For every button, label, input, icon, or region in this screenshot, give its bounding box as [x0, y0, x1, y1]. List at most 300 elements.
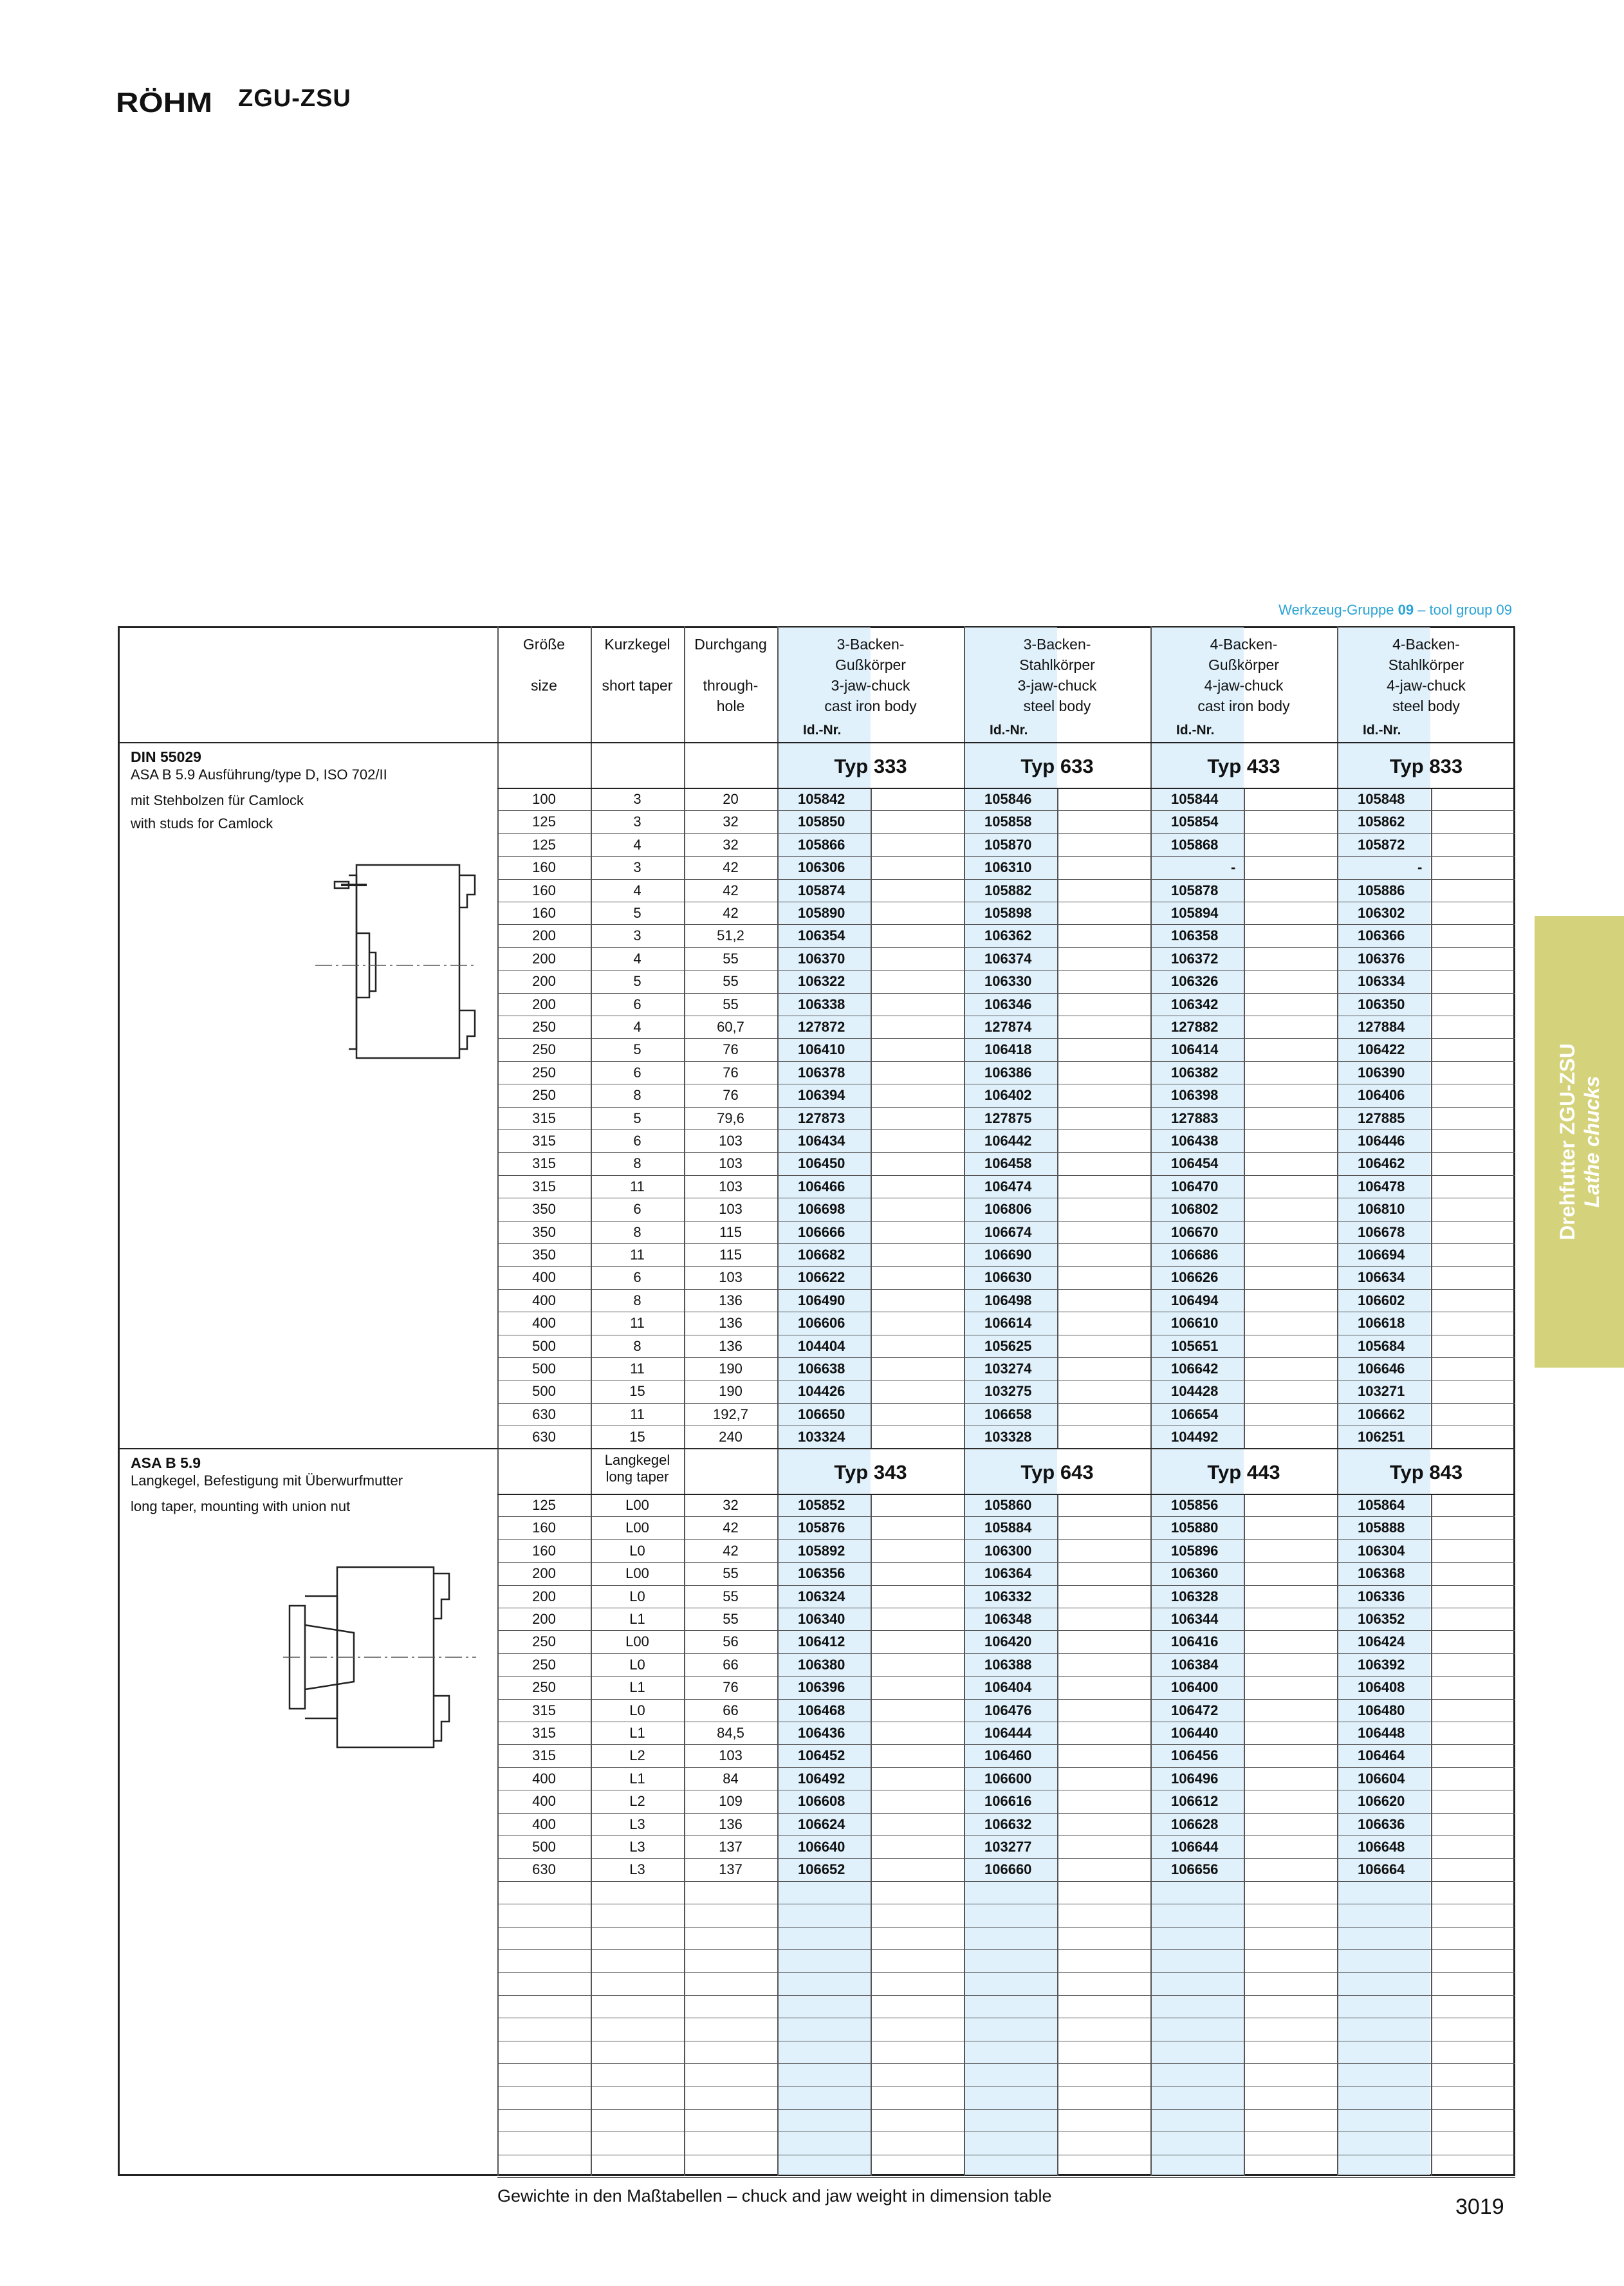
id-number-cell: 106686 — [1171, 1247, 1219, 1263]
id-number-cell: 106654 — [1171, 1406, 1219, 1422]
through-hole-cell: 137 — [719, 1861, 743, 1877]
id-number-cell: 103274 — [984, 1361, 1032, 1377]
through-hole-cell: 190 — [719, 1361, 743, 1377]
id-number-cell: 106622 — [798, 1269, 845, 1285]
taper-cell: 3 — [633, 927, 641, 943]
id-number-cell: 106408 — [1358, 1679, 1405, 1695]
size-cell: 315 — [532, 1178, 556, 1194]
id-number-cell: 105888 — [1358, 1519, 1405, 1536]
id-number-cell: 106374 — [984, 951, 1032, 967]
id-number-cell: 106332 — [984, 1588, 1032, 1604]
section2-description-line: long taper, mounting with union nut — [131, 1498, 351, 1514]
taper-cell: L0 — [629, 1588, 645, 1604]
taper-cell: L00 — [625, 1519, 649, 1536]
size-cell: 315 — [532, 1110, 556, 1126]
taper-cell: 4 — [633, 837, 641, 853]
size-cell: 200 — [532, 973, 556, 989]
id-number-cell: 106310 — [984, 859, 1032, 875]
section1-description-line: ASA B 5.9 Ausführung/type D, ISO 702/II — [131, 767, 387, 783]
taper-cell: L00 — [625, 1565, 649, 1581]
id-number-cell: 106498 — [984, 1292, 1032, 1308]
id-number-cell: 106610 — [1171, 1315, 1219, 1331]
id-number-cell: 127875 — [984, 1110, 1032, 1126]
size-cell: 160 — [532, 859, 556, 875]
id-number-cell: 104492 — [1171, 1429, 1219, 1445]
id-number-cell: 106474 — [984, 1178, 1032, 1194]
id-number-cell: 106464 — [1358, 1747, 1405, 1763]
row-divider — [497, 1972, 1515, 1973]
id-number-cell: 105898 — [984, 905, 1032, 921]
id-number-cell: 106450 — [798, 1155, 845, 1171]
id-number-cell: 103275 — [984, 1383, 1032, 1399]
id-number-cell: 106616 — [984, 1793, 1032, 1809]
id-number-cell: 105874 — [798, 882, 845, 898]
section2-description-line: Langkegel, Befestigung mit Überwurfmutter — [131, 1473, 403, 1489]
column-divider — [871, 788, 872, 1448]
taper-cell: 6 — [633, 1201, 641, 1217]
id-number-cell: 105872 — [1358, 837, 1405, 853]
id-number-cell: 106352 — [1358, 1611, 1405, 1627]
id-number-cell: 106810 — [1358, 1201, 1405, 1217]
id-number-cell: 127884 — [1358, 1019, 1405, 1035]
row-divider — [497, 2109, 1515, 2110]
side-tab[interactable] — [1535, 916, 1624, 1368]
through-hole-cell: 103 — [719, 1747, 743, 1763]
size-cell: 200 — [532, 1611, 556, 1627]
id-number-cell: 106604 — [1358, 1770, 1405, 1787]
id-number-cell: 106650 — [798, 1406, 845, 1422]
column-header-size: Größe size — [522, 636, 566, 694]
id-number-cell: 106618 — [1358, 1315, 1405, 1331]
id-number-cell: 106390 — [1358, 1064, 1405, 1081]
id-number-cell: 106600 — [984, 1770, 1032, 1787]
column-header-through-hole: Durchgang through- hole — [694, 636, 767, 714]
id-number-cell: 106378 — [798, 1064, 845, 1081]
id-number-cell: 105894 — [1171, 905, 1219, 921]
column-divider — [1057, 788, 1058, 1448]
section2-title: ASA B 5.9 — [131, 1454, 201, 1471]
id-number-cell: 106652 — [798, 1861, 845, 1877]
id-number-cell: 106251 — [1358, 1429, 1405, 1445]
rohm-logo — [116, 88, 212, 116]
id-number-cell: 106410 — [798, 1041, 845, 1057]
id-number-cell: 106628 — [1171, 1816, 1219, 1832]
id-number-cell: 106492 — [798, 1770, 845, 1787]
taper-cell: 4 — [633, 882, 641, 898]
id-number-cell: 105890 — [798, 905, 845, 921]
id-number-cell: 106470 — [1171, 1178, 1219, 1194]
taper-cell: L3 — [629, 1861, 645, 1877]
section1-description-line: mit Stehbolzen für Camlock — [131, 792, 304, 808]
id-number-cell: 106682 — [798, 1247, 845, 1263]
taper-cell: 5 — [633, 905, 641, 921]
id-number-cell: 106440 — [1171, 1725, 1219, 1741]
through-hole-cell: 103 — [719, 1201, 743, 1217]
type-label: Typ 633 — [1020, 755, 1094, 777]
column-header-c4: 4-Backen- Stahlkörper 4-jaw-chuck steel body — [1387, 636, 1466, 714]
column-divider — [1431, 788, 1432, 1448]
id-nr-label: Id.-Nr. — [1363, 723, 1401, 738]
id-number-cell: 106412 — [798, 1633, 845, 1649]
id-number-cell: 106380 — [798, 1657, 845, 1673]
id-number-cell: 106454 — [1171, 1155, 1219, 1171]
id-number-cell: 106444 — [984, 1725, 1032, 1741]
taper-cell: 8 — [633, 1338, 641, 1354]
through-hole-cell: 79,6 — [717, 1110, 744, 1126]
id-number-cell: 106342 — [1171, 996, 1219, 1012]
through-hole-cell: 84 — [723, 1770, 739, 1787]
id-number-cell: 106358 — [1171, 927, 1219, 943]
id-number-cell: 106490 — [798, 1292, 845, 1308]
through-hole-cell: 42 — [723, 905, 739, 921]
id-number-cell: 106406 — [1358, 1087, 1405, 1103]
through-hole-cell: 55 — [723, 1565, 739, 1581]
taper-cell: 11 — [630, 1178, 645, 1194]
through-hole-cell: 42 — [723, 882, 739, 898]
id-number-cell: 106648 — [1358, 1839, 1405, 1855]
row-divider — [497, 2177, 1515, 2178]
id-number-cell: 105870 — [984, 837, 1032, 853]
taper-cell: L2 — [629, 1793, 645, 1809]
id-number-cell: 106340 — [798, 1611, 845, 1627]
id-number-cell: 106446 — [1358, 1133, 1405, 1149]
id-number-cell: 106634 — [1358, 1269, 1405, 1285]
id-number-cell: 127885 — [1358, 1110, 1405, 1126]
id-number-cell: 106632 — [984, 1816, 1032, 1832]
id-number-cell: 103271 — [1358, 1383, 1405, 1399]
size-cell: 500 — [532, 1383, 556, 1399]
id-number-cell: 106662 — [1358, 1406, 1405, 1422]
id-number-cell: 105882 — [984, 882, 1032, 898]
id-number-cell: 106694 — [1358, 1247, 1405, 1263]
id-number-cell: 106326 — [1171, 973, 1219, 989]
column-header-c2: 3-Backen- Stahlkörper 3-jaw-chuck steel body — [1017, 636, 1097, 714]
taper-cell: 8 — [633, 1087, 641, 1103]
through-hole-cell: 51,2 — [717, 927, 744, 943]
size-cell: 200 — [532, 996, 556, 1012]
id-number-cell: 127873 — [798, 1110, 845, 1126]
id-number-cell: 106334 — [1358, 973, 1405, 989]
id-number-cell: 104428 — [1171, 1383, 1219, 1399]
id-number-cell: 106642 — [1171, 1361, 1219, 1377]
taper-cell: 6 — [633, 1269, 641, 1285]
column-divider — [964, 626, 965, 2176]
size-cell: 250 — [532, 1064, 556, 1081]
taper-cell: 3 — [633, 859, 641, 875]
id-number-cell: 106614 — [984, 1315, 1032, 1331]
through-hole-cell: 76 — [723, 1041, 739, 1057]
id-number-cell: 106690 — [984, 1247, 1032, 1263]
taper-cell: L0 — [629, 1543, 645, 1559]
id-number-cell: 106338 — [798, 996, 845, 1012]
column-divider — [1337, 626, 1338, 2176]
id-number-cell: 106354 — [798, 927, 845, 943]
size-cell: 400 — [532, 1292, 556, 1308]
id-number-cell: 106656 — [1171, 1861, 1219, 1877]
taper-cell: 6 — [633, 996, 641, 1012]
id-number-cell: 106664 — [1358, 1861, 1405, 1877]
through-hole-cell: 32 — [723, 813, 739, 830]
id-number-cell: 106328 — [1171, 1588, 1219, 1604]
id-number-cell: 106370 — [798, 951, 845, 967]
id-number-cell: 106362 — [984, 927, 1032, 943]
size-cell: 500 — [532, 1839, 556, 1855]
id-number-cell: 106466 — [798, 1178, 845, 1194]
long-taper-header: Langkegel long taper — [604, 1452, 670, 1485]
id-number-cell: 105868 — [1171, 837, 1219, 853]
id-nr-label: Id.-Nr. — [990, 723, 1028, 738]
id-number-cell: 105684 — [1358, 1338, 1405, 1354]
id-number-cell: 106638 — [798, 1361, 845, 1377]
taper-cell: 8 — [633, 1224, 641, 1240]
through-hole-cell: 76 — [723, 1087, 739, 1103]
id-number-cell: 106674 — [984, 1224, 1032, 1240]
size-cell: 630 — [532, 1406, 556, 1422]
through-hole-cell: 192,7 — [712, 1406, 749, 1422]
id-number-cell: 106480 — [1358, 1702, 1405, 1718]
taper-cell: 15 — [629, 1429, 645, 1445]
id-number-cell: 106612 — [1171, 1793, 1219, 1809]
id-number-cell: 106472 — [1171, 1702, 1219, 1718]
through-hole-cell: 76 — [723, 1064, 739, 1081]
taper-cell: L3 — [629, 1816, 645, 1832]
id-number-cell: 106626 — [1171, 1269, 1219, 1285]
column-divider — [871, 1494, 872, 2176]
id-number-cell: 106608 — [798, 1793, 845, 1809]
taper-cell: L1 — [629, 1679, 645, 1695]
id-number-cell: 106422 — [1358, 1041, 1405, 1057]
size-cell: 500 — [532, 1361, 556, 1377]
id-number-cell: 127883 — [1171, 1110, 1219, 1126]
id-number-cell: 106806 — [984, 1201, 1032, 1217]
taper-cell: 6 — [633, 1133, 641, 1149]
id-number-cell: 106330 — [984, 973, 1032, 989]
id-number-cell: 105876 — [798, 1519, 845, 1536]
id-number-cell: 106458 — [984, 1155, 1032, 1171]
id-number-cell: 106620 — [1358, 1793, 1405, 1809]
id-number-cell: 127882 — [1171, 1019, 1219, 1035]
header-divider — [118, 742, 1515, 743]
row-divider — [497, 1927, 1515, 1928]
through-hole-cell: 103 — [719, 1133, 743, 1149]
id-number-cell: 106398 — [1171, 1087, 1219, 1103]
type-label: Typ 843 — [1389, 1461, 1463, 1483]
through-hole-cell: 103 — [719, 1269, 743, 1285]
taper-cell: L00 — [625, 1497, 649, 1513]
id-number-cell: 106368 — [1358, 1565, 1405, 1581]
through-hole-cell: 55 — [723, 996, 739, 1012]
id-number-cell: 106460 — [984, 1747, 1032, 1763]
through-hole-cell: 55 — [723, 1611, 739, 1627]
taper-cell: 5 — [633, 973, 641, 989]
id-number-cell: 105856 — [1171, 1497, 1219, 1513]
id-number-cell: 106658 — [984, 1406, 1032, 1422]
size-cell: 250 — [532, 1657, 556, 1673]
id-number-cell: 106304 — [1358, 1543, 1405, 1559]
through-hole-cell: 66 — [723, 1657, 739, 1673]
through-hole-cell: 136 — [719, 1338, 743, 1354]
through-hole-cell: 55 — [723, 1588, 739, 1604]
tool-group-number: 09 — [1398, 602, 1414, 618]
id-number-cell: 106392 — [1358, 1657, 1405, 1673]
through-hole-cell: 66 — [723, 1702, 739, 1718]
id-number-cell: 106372 — [1171, 951, 1219, 967]
section1-title: DIN 55029 — [131, 748, 201, 765]
type-label: Typ 433 — [1207, 755, 1280, 777]
through-hole-cell: 20 — [723, 791, 739, 807]
size-cell: 200 — [532, 1565, 556, 1581]
through-hole-cell: 103 — [719, 1155, 743, 1171]
id-number-cell: 106462 — [1358, 1155, 1405, 1171]
taper-cell: L1 — [629, 1770, 645, 1787]
row-divider — [497, 2063, 1515, 2064]
id-number-cell: 104404 — [798, 1338, 845, 1354]
id-number-cell: 105880 — [1171, 1519, 1219, 1536]
size-cell: 400 — [532, 1315, 556, 1331]
id-number-cell: 105886 — [1358, 882, 1405, 898]
row-divider — [497, 1949, 1515, 1950]
size-cell: 160 — [532, 1519, 556, 1536]
taper-cell: 11 — [630, 1361, 645, 1377]
size-cell: 125 — [532, 837, 556, 853]
size-cell: 315 — [532, 1133, 556, 1149]
type-label: Typ 333 — [834, 755, 907, 777]
id-number-cell: 127874 — [984, 1019, 1032, 1035]
size-cell: 350 — [532, 1224, 556, 1240]
through-hole-cell: 56 — [723, 1633, 739, 1649]
product-code: ZGU-ZSU — [238, 85, 351, 112]
through-hole-cell: 84,5 — [717, 1725, 744, 1741]
taper-cell: 4 — [633, 951, 641, 967]
column-header-c1: 3-Backen- Gußkörper 3-jaw-chuck cast iron body — [824, 636, 917, 714]
id-number-cell: 106302 — [1358, 905, 1405, 921]
through-hole-cell: 240 — [719, 1429, 743, 1445]
id-number-cell: 106476 — [984, 1702, 1032, 1718]
taper-cell: 6 — [633, 1064, 641, 1081]
id-number-cell: 105860 — [984, 1497, 1032, 1513]
type-label: Typ 443 — [1207, 1461, 1280, 1483]
id-number-cell: 104426 — [798, 1383, 845, 1399]
side-tab-line2: Lathe chucks — [1580, 1075, 1603, 1208]
taper-cell: L00 — [625, 1633, 649, 1649]
column-divider — [777, 626, 779, 2176]
id-number-cell: 106644 — [1171, 1839, 1219, 1855]
id-number-cell: 106496 — [1171, 1770, 1219, 1787]
through-hole-cell: 136 — [719, 1292, 743, 1308]
id-number-cell: 105864 — [1358, 1497, 1405, 1513]
tool-group-label: Werkzeug-Gruppe 09 – tool group 09 — [1278, 602, 1512, 618]
taper-cell: L2 — [629, 1747, 645, 1763]
id-number-cell: 105896 — [1171, 1543, 1219, 1559]
size-cell: 200 — [532, 951, 556, 967]
size-cell: 160 — [532, 882, 556, 898]
id-number-cell: 106360 — [1171, 1565, 1219, 1581]
through-hole-cell: 137 — [719, 1839, 743, 1855]
id-number-cell: 105844 — [1171, 791, 1219, 807]
size-cell: 350 — [532, 1247, 556, 1263]
taper-cell: L1 — [629, 1611, 645, 1627]
id-number-cell: 105878 — [1171, 882, 1219, 898]
id-number-cell: 105858 — [984, 813, 1032, 830]
column-divider — [1244, 788, 1245, 1448]
id-number-cell: 106442 — [984, 1133, 1032, 1149]
column-divider — [1244, 1494, 1245, 2176]
size-cell: 250 — [532, 1633, 556, 1649]
id-number-cell: 106350 — [1358, 996, 1405, 1012]
through-hole-cell: 190 — [719, 1383, 743, 1399]
taper-cell: 5 — [633, 1041, 641, 1057]
id-number-cell: 106678 — [1358, 1224, 1405, 1240]
id-number-cell: 105854 — [1171, 813, 1219, 830]
size-cell: 250 — [532, 1019, 556, 1035]
taper-cell: L1 — [629, 1725, 645, 1741]
size-cell: 630 — [532, 1861, 556, 1877]
size-cell: 160 — [532, 1543, 556, 1559]
taper-cell: 15 — [629, 1383, 645, 1399]
size-cell: 400 — [532, 1793, 556, 1809]
taper-cell: 8 — [633, 1155, 641, 1171]
through-hole-cell: 32 — [723, 1497, 739, 1513]
side-tab-line1: Drehfutter ZGU-ZSU — [1556, 1043, 1579, 1240]
through-hole-cell: 60,7 — [717, 1019, 744, 1035]
column-header-short-taper: Kurzkegel short taper — [602, 636, 673, 694]
id-number-cell: 106376 — [1358, 951, 1405, 967]
through-hole-cell: 55 — [723, 973, 739, 989]
id-number-cell: 106404 — [984, 1679, 1032, 1695]
id-number-cell: 106324 — [798, 1588, 845, 1604]
id-number-cell: 106424 — [1358, 1633, 1405, 1649]
taper-cell: 3 — [633, 813, 641, 830]
through-hole-cell: 109 — [719, 1793, 743, 1809]
size-cell: 400 — [532, 1770, 556, 1787]
id-number-cell: 106386 — [984, 1064, 1032, 1081]
id-number-cell: 106646 — [1358, 1361, 1405, 1377]
size-cell: 200 — [532, 927, 556, 943]
through-hole-cell: 32 — [723, 837, 739, 853]
id-number-cell: 106402 — [984, 1087, 1032, 1103]
id-number-cell: 103328 — [984, 1429, 1032, 1445]
id-number-cell: 105842 — [798, 791, 845, 807]
column-divider — [1431, 1494, 1432, 2176]
id-number-cell: 106388 — [984, 1657, 1032, 1673]
id-number-cell: 103324 — [798, 1429, 845, 1445]
id-number-cell: 106416 — [1171, 1633, 1219, 1649]
taper-cell: 4 — [633, 1019, 641, 1035]
id-number-cell: 127872 — [798, 1019, 845, 1035]
id-number-cell: 105850 — [798, 813, 845, 830]
id-number-cell: 106698 — [798, 1201, 845, 1217]
through-hole-cell: 115 — [719, 1247, 743, 1263]
id-number-cell: 106366 — [1358, 927, 1405, 943]
id-number-cell: 106418 — [984, 1041, 1032, 1057]
id-number-cell: 106624 — [798, 1816, 845, 1832]
size-cell: 400 — [532, 1816, 556, 1832]
id-number-cell: 105848 — [1358, 791, 1405, 807]
row-divider — [497, 1995, 1515, 1996]
id-number-cell: 106420 — [984, 1633, 1032, 1649]
column-divider — [1150, 626, 1152, 2176]
id-number-cell: 106322 — [798, 973, 845, 989]
id-number-cell: 106452 — [798, 1747, 845, 1763]
footer-note: Gewichte in den Maßtabellen – chuck and jaw weight in dimension table — [497, 2186, 1052, 2206]
taper-cell: L0 — [629, 1702, 645, 1718]
id-number-cell: 105862 — [1358, 813, 1405, 830]
page-number: 3019 — [1455, 2195, 1504, 2219]
id-number-cell: 106606 — [798, 1315, 845, 1331]
id-number-cell: 106382 — [1171, 1064, 1219, 1081]
type-label: Typ 643 — [1020, 1461, 1094, 1483]
size-cell: 250 — [532, 1041, 556, 1057]
